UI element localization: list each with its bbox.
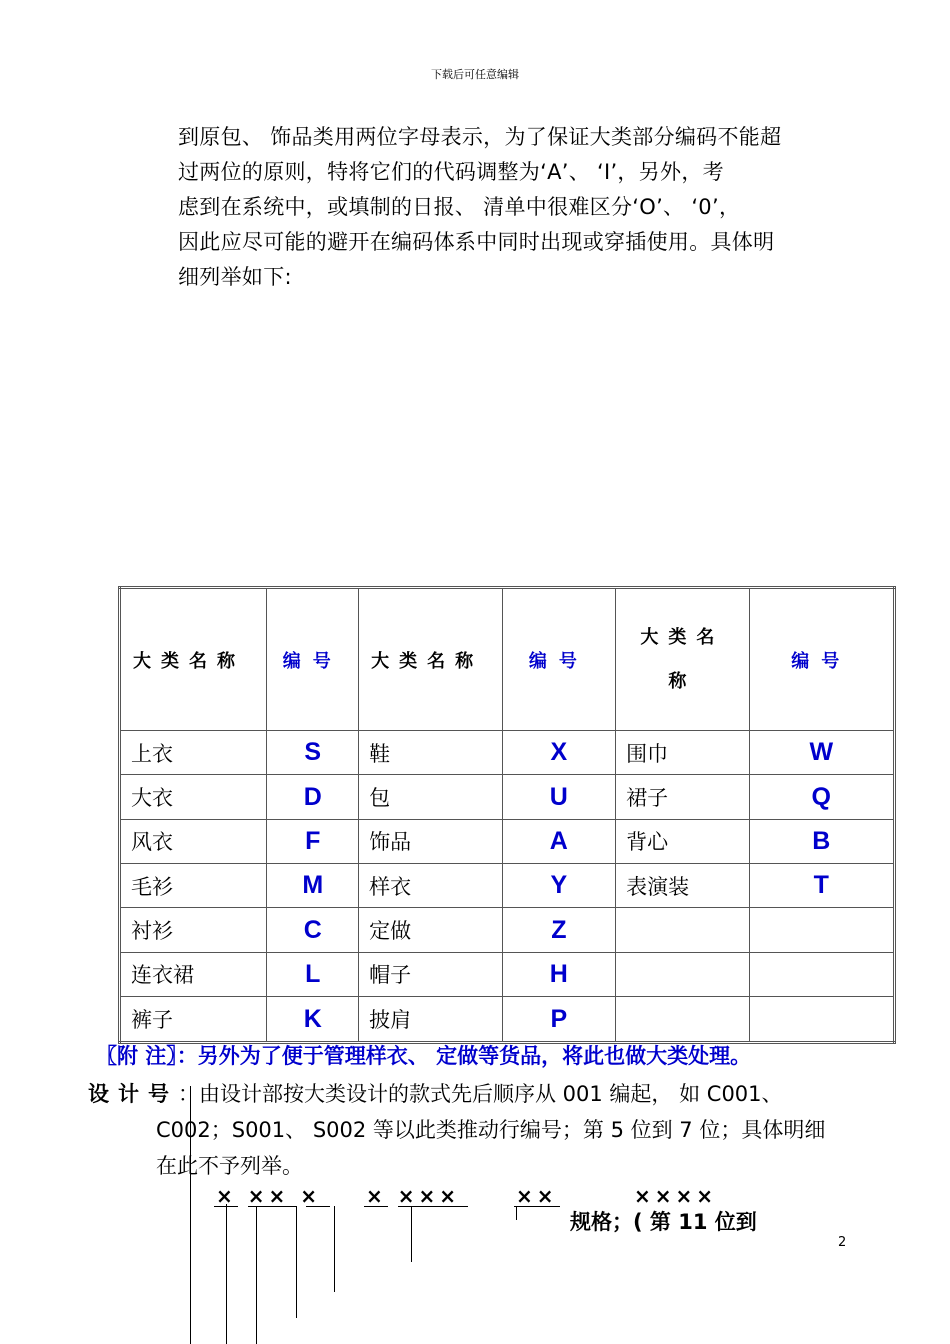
header-name-line: 大类名 — [640, 626, 725, 648]
page-header: 下载后可任意编辑 — [431, 68, 519, 81]
category-code-cell: F — [267, 819, 359, 863]
intro-paragraph — [178, 120, 858, 295]
table-row — [120, 997, 895, 1043]
category-name-cell: 定做 — [359, 908, 502, 952]
bracket-line — [334, 1206, 335, 1292]
appendix-note: 〖附 注〗：另外为了便于管理样衣、 定做等货品，将此也做大类处理。 — [96, 1044, 752, 1068]
category-name-cell: 上衣 — [120, 731, 267, 775]
paragraph-line: 虑到在系统中，或填制的日报、 清单中很难区分‘O’、 ‘0’， — [178, 195, 741, 219]
design-text: C002；S001、 S002 等以此类推动行编号；第 5 位到 7 位；具体明细 — [156, 1118, 826, 1142]
category-name-cell: 表演装 — [616, 864, 749, 908]
category-name-cell: 背心 — [616, 819, 749, 863]
paragraph-line: 过两位的原则，特将它们的代码调整为‘A’、 ‘I’，另外，考 — [178, 160, 724, 184]
table-row — [120, 908, 895, 952]
paragraph-line: 细列举如下: — [178, 265, 292, 289]
design-label: 设计号 — [88, 1082, 178, 1106]
header-category-name — [616, 588, 749, 731]
category-code-table — [118, 586, 896, 1044]
paragraph-line: 因此应尽可能的避开在编码体系中同时出现或穿插使用。具体明 — [178, 230, 775, 254]
code-mark-group: × ×× × — [216, 1184, 321, 1208]
category-name-cell: 连衣裙 — [120, 952, 267, 996]
category-code-cell: H — [502, 952, 616, 996]
category-code-cell: Z — [502, 908, 616, 952]
category-code-cell: C — [267, 908, 359, 952]
table-row — [120, 864, 895, 908]
header-code: 编号 — [502, 588, 616, 731]
category-code-cell — [749, 997, 894, 1043]
category-code-cell: K — [267, 997, 359, 1043]
underline — [364, 1206, 388, 1207]
category-name-cell: 毛衫 — [120, 864, 267, 908]
header-name-line: 称 — [668, 670, 697, 692]
category-code-cell: W — [749, 731, 894, 775]
table-row — [120, 775, 895, 819]
design-number-section — [88, 1076, 858, 1184]
header-category-name: 大类名称 — [359, 588, 502, 731]
header-code: 编号 — [267, 588, 359, 731]
category-code-cell: Q — [749, 775, 894, 819]
category-name-cell: 大衣 — [120, 775, 267, 819]
code-mark-group: × ××× — [366, 1184, 460, 1208]
bracket-line — [296, 1206, 297, 1318]
table-row — [120, 731, 895, 775]
category-name-cell: 样衣 — [359, 864, 502, 908]
category-code-cell — [749, 908, 894, 952]
page-number: 2 — [838, 1235, 847, 1250]
spec-label: 规格；( 第 11 位到 — [570, 1210, 757, 1234]
underline — [514, 1206, 560, 1207]
table-row — [120, 952, 895, 996]
category-name-cell — [616, 952, 749, 996]
bracket-line — [516, 1206, 517, 1220]
category-name-cell — [616, 908, 749, 952]
category-code-cell: S — [267, 731, 359, 775]
category-name-cell: 围巾 — [616, 731, 749, 775]
code-mark-group: ×××× — [634, 1184, 718, 1208]
underline — [306, 1206, 330, 1207]
table-header-row — [120, 588, 895, 731]
category-code-cell: P — [502, 997, 616, 1043]
category-code-cell: T — [749, 864, 894, 908]
paragraph-line: 到原包、 饰品类用两位字母表示，为了保证大类部分编码不能超 — [178, 125, 782, 149]
category-name-cell: 鞋 — [359, 731, 502, 775]
underline — [398, 1206, 468, 1207]
category-name-cell: 帽子 — [359, 952, 502, 996]
category-name-cell: 裤子 — [120, 997, 267, 1043]
category-code-cell: X — [502, 731, 616, 775]
category-name-cell: 饰品 — [359, 819, 502, 863]
category-code-cell: M — [267, 864, 359, 908]
category-code-cell: B — [749, 819, 894, 863]
table-row — [120, 819, 895, 863]
bracket-line — [411, 1206, 412, 1262]
category-code-cell: A — [502, 819, 616, 863]
category-name-cell — [616, 997, 749, 1043]
category-name-cell: 风衣 — [120, 819, 267, 863]
design-text: ：由设计部按大类设计的款式先后顺序从 001 编起， 如 C001、 — [178, 1082, 783, 1106]
category-name-cell: 裙子 — [616, 775, 749, 819]
header-code: 编号 — [749, 588, 894, 731]
category-name-cell: 包 — [359, 775, 502, 819]
category-code-cell: D — [267, 775, 359, 819]
category-code-cell — [749, 952, 894, 996]
code-mark-group: ×× — [516, 1184, 558, 1208]
design-text: 在此不予列举。 — [156, 1154, 303, 1178]
category-code-cell: U — [502, 775, 616, 819]
category-code-cell: Y — [502, 864, 616, 908]
header-category-name: 大类名称 — [120, 588, 267, 731]
category-code-cell: L — [267, 952, 359, 996]
bracket-line — [226, 1204, 227, 1344]
category-name-cell: 衬衫 — [120, 908, 267, 952]
bracket-line — [256, 1206, 257, 1344]
category-name-cell: 披肩 — [359, 997, 502, 1043]
bracket-line — [190, 1086, 191, 1344]
